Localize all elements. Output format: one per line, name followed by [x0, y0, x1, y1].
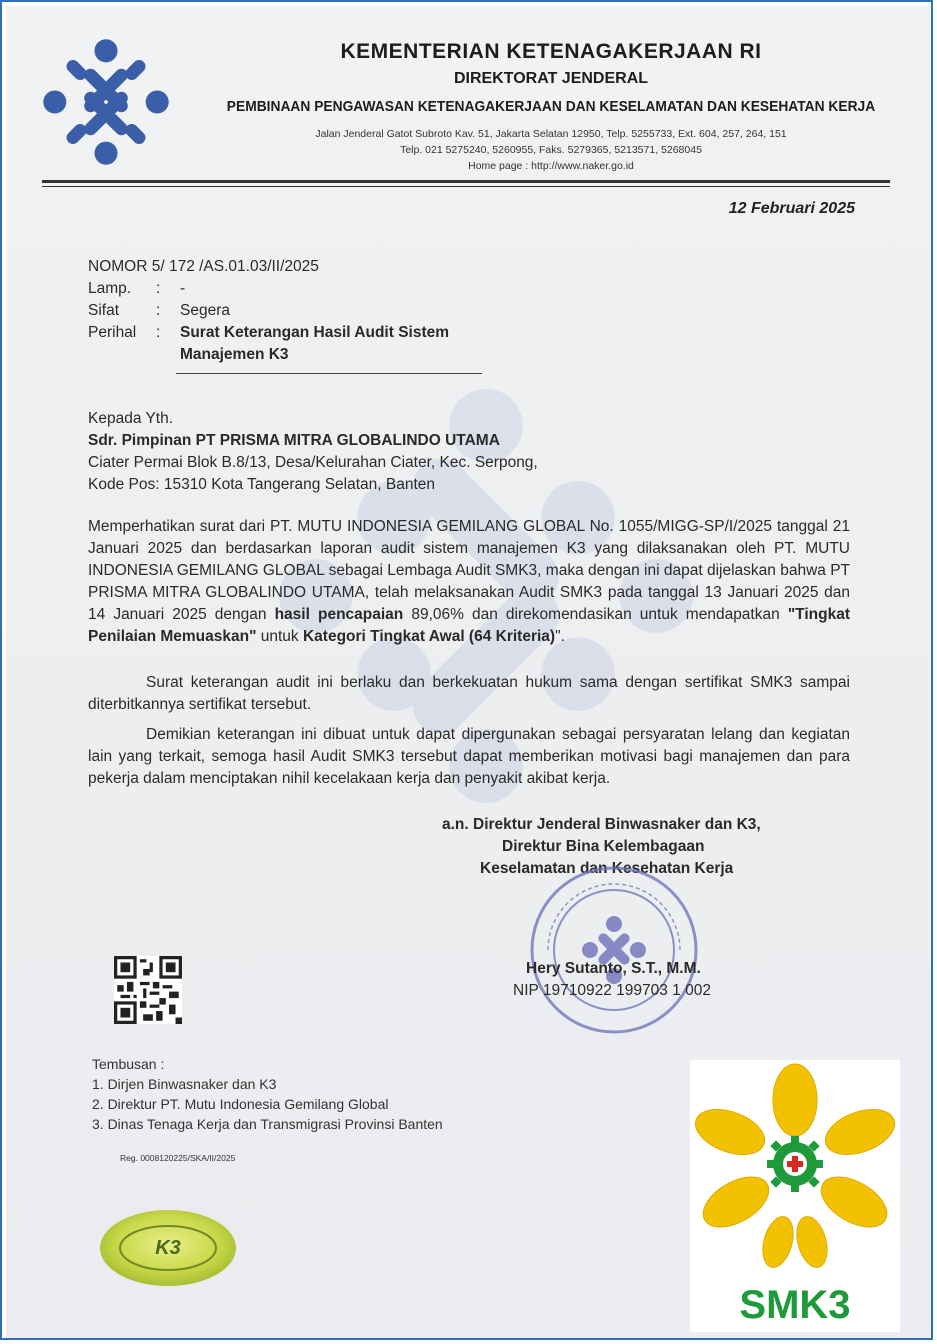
perihal-colon: :	[156, 324, 161, 341]
k3-hologram-text: K3	[155, 1237, 181, 1259]
perihal-line1: Surat Keterangan Hasil Audit Sistem	[180, 324, 450, 341]
ministry-address: Jalan Jenderal Gatot Subroto Kav. 51, Jakarta Selatan 12950, Telp. 5255733, Ext. 604, 257, 264, 151	[315, 128, 787, 140]
ministry-logo	[42, 38, 170, 166]
header-rule-thick	[42, 180, 890, 183]
cc-item: 3. Dinas Tenaga Kerja dan Transmigrasi Provinsi Banten	[92, 1116, 443, 1132]
signature-line-1: a.n. Direktur Jenderal Binwasnaker dan K3,	[442, 816, 761, 833]
header-rule-thin	[42, 186, 890, 187]
lamp-value: -	[180, 280, 186, 297]
cc-item: 2. Direktur PT. Mutu Indonesia Gemilang Global	[92, 1096, 389, 1112]
k3-hologram-badge	[98, 1208, 238, 1288]
letter-date: 12 Februari 2025	[728, 200, 855, 217]
body-paragraph-3: Demikian keterangan ini dibuat untuk dapat dipergunakan sebagai persyaratan lelang dan kegiatan lain yang terkait, semoga hasil Audit SMK3 tersebut dapat memberikan motivasi bagi manajemen dan para pekerja dalam menciptakan nihil kecelakaan kerja dan penyakit akibat kerja.	[88, 726, 850, 787]
recipient-name: Sdr. Pimpinan PT PRISMA MITRA GLOBALINDO UTAMA	[88, 432, 500, 449]
cc-title: Tembusan :	[92, 1056, 165, 1072]
registration-number: Reg. 0008120225/SKA/II/2025	[120, 1153, 236, 1163]
signature-line-2: Direktur Bina Kelembagaan	[502, 838, 705, 855]
ministry-homepage: Home page : http://www.naker.go.id	[468, 160, 634, 172]
smk3-logo-text: SMK3	[739, 1283, 851, 1327]
recipient-greeting: Kepada Yth.	[88, 410, 174, 427]
qr-code	[114, 956, 182, 1024]
signatory-name: Hery Sutanto, S.T., M.M.	[526, 960, 701, 977]
sifat-label: Sifat	[88, 302, 120, 319]
perihal-underline	[176, 373, 482, 374]
signature-line-3: Keselamatan dan Kesehatan Kerja	[480, 860, 734, 877]
body-paragraph-1: Memperhatikan surat dari PT. MUTU INDONESIA GEMILANG GLOBAL No. 1055/MIGG-SP/I/2025 tanggal 21 Januari 2025 dan berdasarkan laporan audit sistem manajemen K3 yang dilaksanakan oleh PT. MUTU INDONESIA GEMILANG GLOBAL sebagai Lembaga Audit SMK3, maka dengan ini dapat dijelaskan bahwa PT PRISMA MITRA GLOBALINDO UTAMA, telah melaksanakan Audit SMK3 pada tanggal 13 Januari 2025 dan 14 Januari 2025 dengan hasil pencapaian 89,06% dan direkomendasikan untuk mendapatkan "Tingkat Penilaian Memuaskan" untuk Kategori Tingkat Awal (64 Kriteria)".	[88, 518, 850, 645]
recipient-address-2: Kode Pos: 15310 Kota Tangerang Selatan, Banten	[88, 476, 436, 493]
ministry-phones: Telp. 021 5275240, 5260955, Faks. 5279365, 5213571, 5268045	[400, 144, 702, 156]
lamp-colon: :	[156, 280, 161, 297]
lamp-label: Lamp.	[88, 280, 132, 297]
letter-number: NOMOR 5/ 172 /AS.01.03/II/2025	[88, 258, 319, 275]
sifat-value: Segera	[180, 302, 230, 319]
perihal-line2: Manajemen K3	[180, 346, 289, 363]
smk3-logo	[690, 1060, 900, 1332]
signatory-nip: NIP 19710922 199703 1 002	[513, 982, 711, 999]
cc-item: 1. Dirjen Binwasnaker dan K3	[92, 1076, 277, 1092]
sifat-colon: :	[156, 302, 161, 319]
ministry-name: KEMENTERIAN KETENAGAKERJAAN RI	[340, 40, 762, 63]
division-name: PEMBINAAN PENGAWASAN KETENAGAKERJAAN DAN KESELAMATAN DAN KESEHATAN KERJA	[226, 98, 876, 115]
perihal-label: Perihal	[88, 324, 137, 341]
directorate-name: DIREKTORAT JENDERAL	[453, 70, 649, 87]
body-paragraph-2: Surat keterangan audit ini berlaku dan berkekuatan hukum sama dengan sertifikat SMK3 sampai diterbitkannya sertifikat tersebut.	[88, 674, 850, 713]
official-stamp	[528, 864, 700, 1036]
recipient-address-1: Ciater Permai Blok B.8/13, Desa/Kelurahan Ciater, Kec. Serpong,	[88, 454, 538, 471]
